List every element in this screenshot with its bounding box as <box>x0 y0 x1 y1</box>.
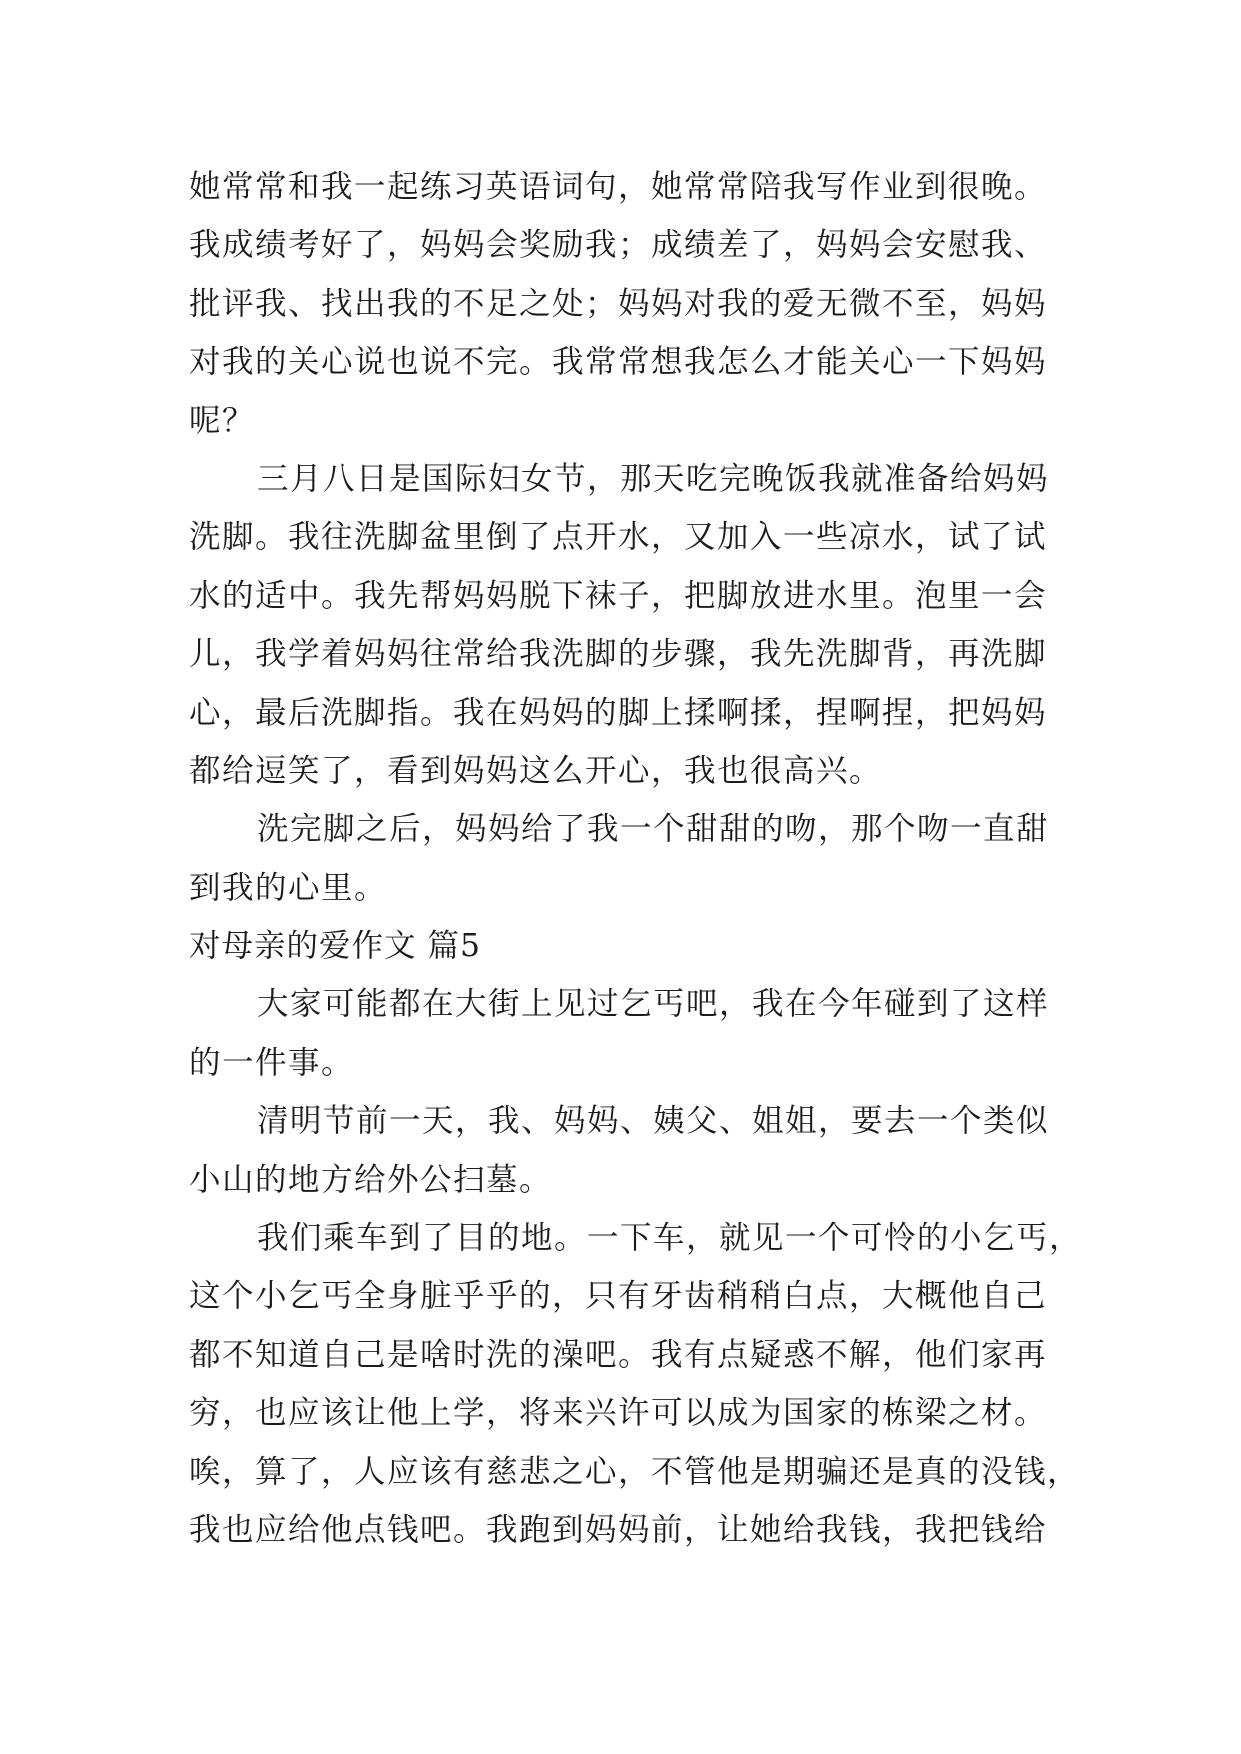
paragraph-line: 她常常和我一起练习英语词句，她常常陪我写作业到很晚。 <box>189 169 1048 205</box>
paragraph-line: 我成绩考好了，妈妈会奖励我；成绩差了，妈妈会安慰我、 <box>189 227 1048 264</box>
document-body <box>189 158 1083 1559</box>
paragraph-line: 都不知道自己是啥时洗的澡吧。我有点疑惑不解，他们家再 <box>189 1336 1048 1373</box>
paragraph-line: 我也应给他点钱吧。我跑到妈妈前，让她给我钱，我把钱给 <box>189 1511 1048 1548</box>
paragraph-line: 儿，我学着妈妈往常给我洗脚的步骤，我先洗脚背，再洗脚 <box>189 636 1048 673</box>
paragraph-line: 水的适中。我先帮妈妈脱下袜子，把脚放进水里。泡里一会 <box>189 577 1048 614</box>
paragraph-line: 到我的心里。 <box>189 869 388 906</box>
paragraph-line: 的一件事。 <box>189 1044 355 1081</box>
paragraph-line: 小山的地方给外公扫墓。 <box>189 1161 553 1198</box>
paragraph-line: 穷，也应该让他上学，将来兴许可以成为国家的栋梁之材。 <box>189 1395 1048 1432</box>
paragraph-line: 这个小乞丐全身脏乎乎的，只有牙齿稍稍白点，大概他自己 <box>189 1278 1048 1315</box>
paragraph-line: 清明节前一天，我、妈妈、姨父、姐姐，要去一个类似 <box>257 1103 1050 1140</box>
paragraph-line: 对我的关心说也说不完。我常常想我怎么才能关心一下妈妈 <box>189 344 1048 381</box>
paragraph-line: 洗完脚之后，妈妈给了我一个甜甜的吻，那个吻一直甜 <box>257 811 1050 848</box>
paragraph-line: 三月八日是国际妇女节，那天吃完晚饭我就准备给妈妈 <box>257 460 1050 497</box>
paragraph-line: 大家可能都在大街上见过乞丐吧，我在今年碰到了这样 <box>257 986 1050 1023</box>
paragraph-line: 批评我、找出我的不足之处；妈妈对我的爱无微不至，妈妈 <box>189 285 1048 322</box>
paragraph-line: 都给逗笑了，看到妈妈这么开心，我也很高兴。 <box>189 752 883 789</box>
section-heading: 对母亲的爱作文 篇5 <box>189 928 482 965</box>
paragraph-line: 唉，算了，人应该有慈悲之心，不管他是期骗还是真的没钱， <box>189 1453 1081 1490</box>
paragraph-line: 心，最后洗脚指。我在妈妈的脚上揉啊揉，捏啊捏，把妈妈 <box>189 694 1048 731</box>
paragraph-line: 呢？ <box>189 402 256 439</box>
paragraph-line: 我们乘车到了目的地。一下车，就见一个可怜的小乞丐， <box>257 1220 1083 1257</box>
paragraph-line: 洗脚。我往洗脚盆里倒了点开水，又加入一些凉水，试了试 <box>189 519 1048 556</box>
